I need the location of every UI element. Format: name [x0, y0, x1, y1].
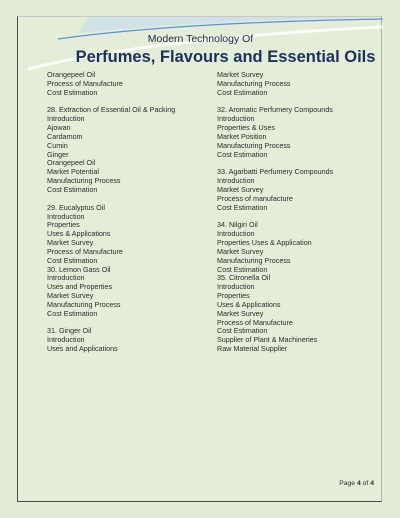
- current-page-number: 4: [356, 480, 361, 487]
- chapter-heading: 34. Nilgiri Oil: [217, 220, 258, 230]
- contents-item: Market Survey: [217, 70, 264, 79]
- chapter-heading: 28. Extraction of Essential Oil & Packing: [47, 105, 176, 115]
- contents-item: Manufacturing Process: [47, 176, 121, 186]
- contents-item: Uses & Applications: [47, 229, 111, 239]
- contents-item: Orangepeel Oil: [47, 158, 96, 168]
- contents-item: Introduction: [47, 335, 85, 345]
- contents-item: Market Survey: [47, 238, 94, 248]
- contents-item: Supplier of Plant & Machineries: [217, 335, 318, 345]
- contents-item: Cost Estimation: [47, 308, 98, 318]
- page-footer: [339, 480, 374, 487]
- contents-item: Market Survey: [47, 291, 94, 301]
- contents-item: Process of Manufacture: [47, 246, 123, 256]
- contents-item: Process of manufacture: [217, 193, 293, 203]
- page-frame: [17, 16, 382, 502]
- contents-item: Uses and Applications: [47, 344, 118, 354]
- contents-item: Properties: [47, 220, 80, 230]
- contents-item: Market Potential: [47, 167, 99, 177]
- contents-item: Cost Estimation: [47, 184, 98, 194]
- contents-item: Introduction: [47, 273, 85, 283]
- contents-item: Cost Estimation: [217, 264, 268, 274]
- contents-item: Cost Estimation: [217, 87, 268, 97]
- chapter-heading: 30. Lemon Gass Oil: [47, 264, 111, 274]
- contents-item: Cost Estimation: [217, 326, 268, 336]
- contents-item: Manufacturing Process: [217, 140, 291, 150]
- chapter-heading: 32. Aromatic Perfumery Compounds: [217, 105, 333, 115]
- page-label: Page: [339, 480, 356, 487]
- contents-item: Introduction: [217, 282, 255, 292]
- contents-item: Cost Estimation: [217, 149, 268, 159]
- contents-item: Cost Estimation: [47, 87, 98, 97]
- contents-left-column: [47, 71, 207, 354]
- contents-item: Cost Estimation: [217, 202, 268, 212]
- contents-item: Cumin: [47, 140, 68, 150]
- total-page-count: 4: [370, 480, 374, 487]
- document-subtitle: Modern Technology Of: [147, 33, 254, 45]
- contents-item: Market Position: [217, 131, 267, 141]
- contents-item: Ginger: [47, 149, 69, 159]
- contents-item: Market Survey: [217, 308, 264, 318]
- contents-item: Uses & Applications: [217, 299, 281, 309]
- contents-item: Manufacturing Process: [217, 255, 291, 265]
- chapter-heading: 35. Citronella Oil: [217, 273, 271, 283]
- contents-item: Properties & Uses: [217, 123, 275, 133]
- document-title: Perfumes, Flavours and Essential Oils: [75, 48, 376, 66]
- chapter-heading: 31. Ginger Oil: [47, 326, 92, 336]
- contents-item: Uses and Properties: [47, 282, 113, 292]
- contents-item: Properties: [217, 291, 250, 301]
- contents-item: Introduction: [47, 211, 85, 221]
- contents-item: Cardamom: [47, 131, 83, 141]
- of-label: of: [362, 480, 369, 487]
- document-header: [18, 33, 383, 67]
- contents-item: Process of Manufacture: [217, 317, 293, 327]
- contents-item: Market Survey: [217, 184, 264, 194]
- contents-item: Process of Manufacture: [47, 78, 123, 88]
- contents-item: Properties Uses & Application: [217, 238, 312, 248]
- contents-item: Introduction: [217, 114, 255, 124]
- contents-right-column: [217, 71, 377, 354]
- contents-item: Manufacturing Process: [47, 299, 121, 309]
- chapter-heading: 29. Eucalyptus Oil: [47, 202, 105, 212]
- contents-item: Ajowan: [47, 123, 71, 133]
- contents-item: Introduction: [47, 114, 85, 124]
- contents-item: Raw Material Supplier: [217, 344, 288, 354]
- contents-item: Cost Estimation: [47, 255, 98, 265]
- contents-item: Manufacturing Process: [217, 78, 291, 88]
- contents-item: Introduction: [217, 176, 255, 186]
- chapter-heading: 33. Agarbatti Perfumery Compounds: [217, 167, 334, 177]
- contents-item: Introduction: [217, 229, 255, 239]
- contents-item: Market Survey: [217, 246, 264, 256]
- contents-item: Orangepeel Oil: [47, 70, 96, 79]
